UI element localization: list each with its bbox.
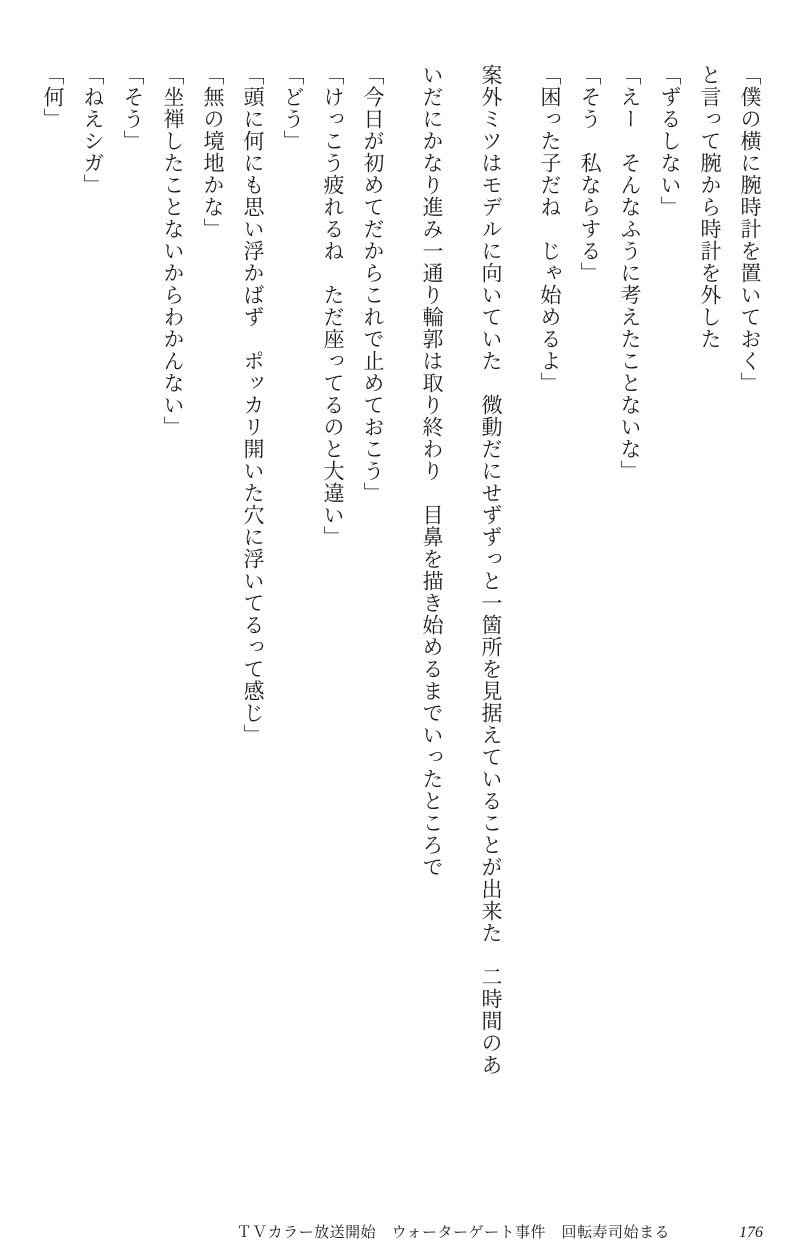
text-line: 「そう 私ならする」 <box>578 64 602 284</box>
page-footer <box>0 1218 800 1242</box>
text-line: 「坐禅したことないからわかんない」 <box>161 64 185 438</box>
text-line: 「えー そんなふうに考えたことないな」 <box>618 64 642 482</box>
footer-trivia-text: ＴＶカラー放送開始 ウォーターゲート事件 回転寿司始まる <box>236 1225 670 1241</box>
text-line: と言って腕から時計を外した <box>698 64 722 350</box>
text-line: 「けっこう疲れるね ただ座ってるのと大違い」 <box>321 64 345 548</box>
text-line: いだにかなり進み一通り輪郭は取り終わり 目鼻を描き始めるまでいったところで <box>420 64 444 878</box>
text-line: 「僕の横に腕時計を置いておく」 <box>738 64 762 394</box>
text-line: 案外ミツはモデルに向いていた 微動だにせずずっと一箇所を見据えていることが出来た 二時間のあ <box>479 64 503 1076</box>
text-line: 「どう」 <box>281 64 305 152</box>
text-line: 「無の境地かな」 <box>201 64 225 240</box>
text-line: 「頭に何にも思い浮かばず ポッカリ開いた穴に浮いてるって感じ」 <box>241 64 265 746</box>
text-line: 「困った子だね じゃ始めるよ」 <box>538 64 562 394</box>
text-line: 「ねえシガ」 <box>81 64 105 196</box>
text-line: 「そう」 <box>121 64 145 152</box>
text-line: 「何」 <box>41 64 65 130</box>
text-line: 「今日が初めてだからこれで止めておこう」 <box>361 64 385 504</box>
text-line: 「ずるしない」 <box>658 64 682 218</box>
vertical-text-block <box>33 64 770 1214</box>
page-number: 176 <box>739 1224 763 1241</box>
